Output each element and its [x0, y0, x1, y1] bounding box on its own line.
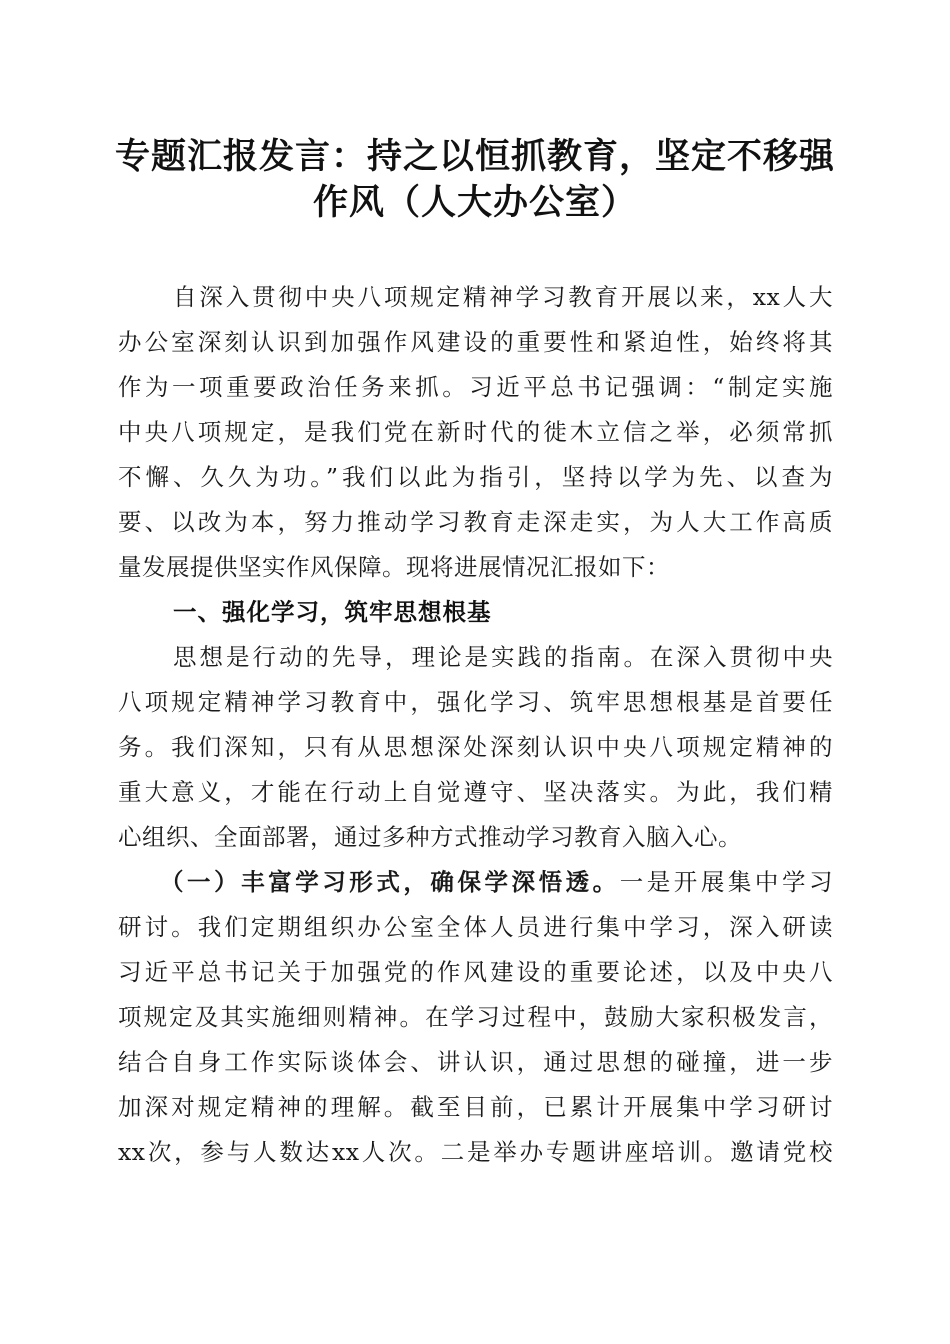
document-title-line-1: 专题汇报发言：持之以恒抓教育，坚定不移强	[114, 136, 835, 177]
section-heading: 一、强化学习，筑牢思想根基	[173, 598, 492, 626]
section1-line: 心组织、全面部署，通过多种方式推动学习教育入脑入心。	[118, 823, 742, 851]
subsection1-line: 加深对规定精神的理解。截至目前，已累计开展集中学习研讨	[118, 1093, 833, 1121]
subsection1-line: 研讨。我们定期组织办公室全体人员进行集中学习，深入研读	[118, 913, 833, 941]
intro-line: 量发展提供坚实作风保障。现将进展情况汇报如下：	[118, 553, 670, 581]
subsection1-line: 结合自身工作实际谈体会、讲认识，通过思想的碰撞，进一步	[118, 1048, 833, 1076]
section1-line: 思想是行动的先导，理论是实践的指南。在深入贯彻中央	[173, 643, 833, 671]
intro-line: 作为一项重要政治任务来抓。习近平总书记强调：“制定实施	[118, 373, 833, 401]
intro-line: 不懈、久久为功。”我们以此为指引，坚持以学为先、以查为	[118, 463, 833, 491]
section1-line: 务。我们深知，只有从思想深处深刻认识中央八项规定精神的	[118, 733, 833, 761]
subsection1-line: 习近平总书记关于加强党的作风建设的重要论述，以及中央八	[118, 958, 833, 986]
section1-line: 八项规定精神学习教育中，强化学习、筑牢思想根基是首要任	[118, 688, 833, 716]
intro-line: 要、以改为本，努力推动学习教育走深走实，为人大工作高质	[118, 508, 833, 536]
subsection1-first-line-rest: 一是开展集中学习	[619, 868, 834, 896]
subsection-heading: （一）丰富学习形式，确保学深悟透。	[160, 868, 620, 896]
intro-line: 自深入贯彻中央八项规定精神学习教育开展以来，xx人大	[173, 283, 833, 311]
subsection1-line: 项规定及其实施细则精神。在学习过程中，鼓励大家积极发言，	[118, 1003, 833, 1031]
intro-line: 中央八项规定，是我们党在新时代的徙木立信之举，必须常抓	[118, 418, 833, 446]
subsection1-first-line	[160, 867, 833, 897]
subsection1-line: xx次，参与人数达xx人次。二是举办专题讲座培训。邀请党校	[118, 1138, 833, 1166]
document-title-line-2: 作风（人大办公室）	[312, 182, 637, 223]
intro-line: 办公室深刻认识到加强作风建设的重要性和紧迫性，始终将其	[118, 328, 833, 356]
section1-line: 重大意义，才能在行动上自觉遵守、坚决落实。为此，我们精	[118, 778, 833, 806]
